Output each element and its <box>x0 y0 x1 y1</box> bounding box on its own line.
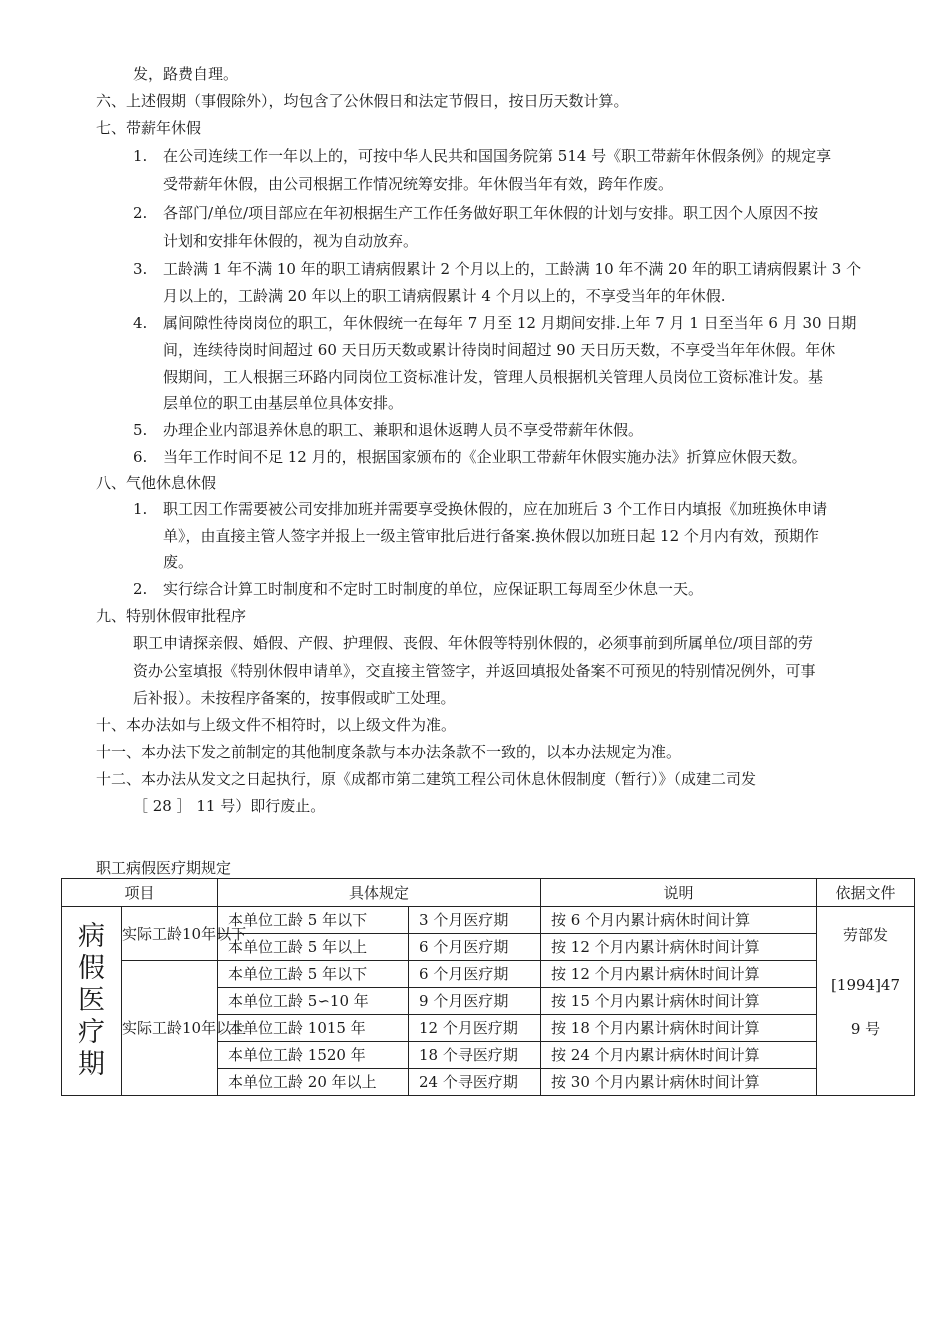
text-line: 属间隙性待岗岗位的职工，年休假统一在每年 7 月至 12 月期间安排.上年 7 月 1 日至当年 6 月 30 日期 <box>163 314 857 332</box>
period-cell: 6 个月医疗期 <box>409 934 541 961</box>
text-line: 受带薪年休假，由公司根据工作情况统筹安排。年休假当年有效，跨年作废。 <box>163 175 674 193</box>
period-cell: 12 个月医疗期 <box>409 1015 541 1042</box>
text-line: 在公司连续工作一年以上的，可按中华人民共和国国务院第 514 号《职工带薪年休假条例》的规定享 <box>163 147 832 165</box>
note-cell: 按 18 个月内累计病休时间计算 <box>541 1015 817 1042</box>
category-label: 病假医疗期 <box>78 921 105 1080</box>
group-cell <box>122 907 247 961</box>
cond-cell: 本单位工龄 5 年以下 <box>218 907 409 934</box>
table-row <box>62 907 915 934</box>
text-line: 假期间，工人根据三环路内同岗位工资标准计发，管理人员根据机关管理人员岗位工资标准计发。基 <box>163 368 824 386</box>
text-line: 当年工作时间不足 12 月的，根据国家颁布的《企业职工带薪年休假实施办法》折算应休假天数。 <box>163 448 807 466</box>
text-line: 九、特别休假审批程序 <box>96 607 247 625</box>
note-cell: 按 24 个月内累计病休时间计算 <box>541 1042 817 1069</box>
text-line: 八、气他休息休假 <box>96 474 217 492</box>
note-cell: 按 12 个月内累计病休时间计算 <box>541 934 817 961</box>
table-row <box>62 961 915 988</box>
table-caption: 职工病假医疗期规定 <box>96 859 232 877</box>
sick-leave-table <box>61 878 915 1096</box>
text-line: 间，连续待岗时间超过 60 天日历天数或累计待岗时间超过 90 天日历天数，不享受当年年休假。年休 <box>163 341 836 359</box>
text-line: 计划和安排年休假的，视为自动放弃。 <box>163 232 419 250</box>
text-line: 发，路费自理。 <box>133 65 239 83</box>
text-line: 废。 <box>163 553 194 571</box>
note-cell: 按 6 个月内累计病休时间计算 <box>541 907 817 934</box>
cond-cell: 本单位工龄 20 年以上 <box>218 1069 409 1096</box>
text-line: 十、本办法如与上级文件不相符时，以上级文件为准。 <box>96 716 457 734</box>
period-cell: 3 个月医疗期 <box>409 907 541 934</box>
group-label: 实际工龄10年以上 <box>122 1019 247 1037</box>
text-line: 后补报）。未按程序备案的，按事假或旷工处理。 <box>133 689 456 707</box>
header-ref: 依据文件 <box>817 879 915 907</box>
text-line: 职工因工作需要被公司安排加班并需要享受换休假的，应在加班后 3 个工作日内填报《加班换休申请 <box>163 500 828 518</box>
group-cell <box>122 961 247 1096</box>
group-label: 实际工龄10年以下 <box>122 924 247 943</box>
list-number: 4. <box>133 314 148 332</box>
cond-cell: 本单位工龄 1015 年 <box>218 1015 409 1042</box>
text-line: 十二、本办法从发文之日起执行，原《成都市第二建筑工程公司休息休假制度（暂行）》（成建二司发 <box>96 770 757 788</box>
period-cell: 9 个月医疗期 <box>409 988 541 1015</box>
note-cell: 按 15 个月内累计病休时间计算 <box>541 988 817 1015</box>
text-line: 资办公室填报《特别休假申请单》，交直接主管签字，并返回填报处备案不可预见的特别情况例外，可事 <box>133 662 816 680</box>
ref-line: 9 号 <box>850 1020 881 1038</box>
cond-cell: 本单位工龄 5 年以下 <box>218 961 409 988</box>
category-cell <box>62 907 122 1096</box>
note-cell: 按 12 个月内累计病休时间计算 <box>541 961 817 988</box>
ref-line: 劳部发 <box>843 926 889 944</box>
text-line: 办理企业内部退养休息的职工、兼职和退休返聘人员不享受带薪年休假。 <box>163 421 644 439</box>
text-line: 七、带薪年休假 <box>96 119 202 137</box>
header-item: 项目 <box>62 879 218 907</box>
note-cell: 按 30 个月内累计病休时间计算 <box>541 1069 817 1096</box>
period-cell: 24 个寻医疗期 <box>409 1069 541 1096</box>
text-line: 层单位的职工由基层单位具体安排。 <box>163 394 404 412</box>
list-number: 5. <box>133 421 148 439</box>
list-number: 6. <box>133 448 148 466</box>
period-cell: 6 个月医疗期 <box>409 961 541 988</box>
text-line: 工龄满 1 年不满 10 年的职工请病假累计 2 个月以上的，工龄满 10 年不满 20 年的职工请病假累计 3 个 <box>163 260 862 278</box>
text-line: 实行综合计算工时制度和不定时工时制度的单位，应保证职工每周至少休息一天。 <box>163 580 704 598</box>
text-line: 单》，由直接主管人签字并报上一级主管审批后进行备案.换休假以加班日起 12 个月内有效，预期作 <box>163 527 819 545</box>
cond-cell: 本单位工龄 5∽10 年 <box>218 988 409 1015</box>
list-number: 2. <box>133 580 148 598</box>
text-line: 职工申请探亲假、婚假、产假、护理假、丧假、年休假等特别休假的，必须事前到所属单位/项目部的劳 <box>133 634 814 652</box>
ref-cell <box>817 907 915 1096</box>
text-line: 六、上述假期（事假除外），均包含了公休假日和法定节假日，按日历天数计算。 <box>96 92 629 110</box>
table-header-row <box>62 879 915 907</box>
list-number: 1. <box>133 147 148 165</box>
list-number: 2. <box>133 204 148 222</box>
text-line: ［ 28 ］ 11 号）即行废止。 <box>133 797 326 815</box>
header-note: 说明 <box>541 879 817 907</box>
header-rule: 具体规定 <box>218 879 541 907</box>
period-cell: 18 个寻医疗期 <box>409 1042 541 1069</box>
text-line: 月以上的，工龄满 20 年以上的职工请病假累计 4 个月以上的，不享受当年的年休假. <box>163 287 726 305</box>
list-number: 1. <box>133 500 148 518</box>
text-line: 各部门/单位/项目部应在年初根据生产工作任务做好职工年休假的计划与安排。职工因个人原因不按 <box>163 204 819 222</box>
cond-cell: 本单位工龄 5 年以上 <box>218 934 409 961</box>
text-line: 十一、本办法下发之前制定的其他制度条款与本办法条款不一致的，以本办法规定为准。 <box>96 743 682 761</box>
ref-line: [1994]47 <box>831 976 901 994</box>
list-number: 3. <box>133 260 148 278</box>
cond-cell: 本单位工龄 1520 年 <box>218 1042 409 1069</box>
